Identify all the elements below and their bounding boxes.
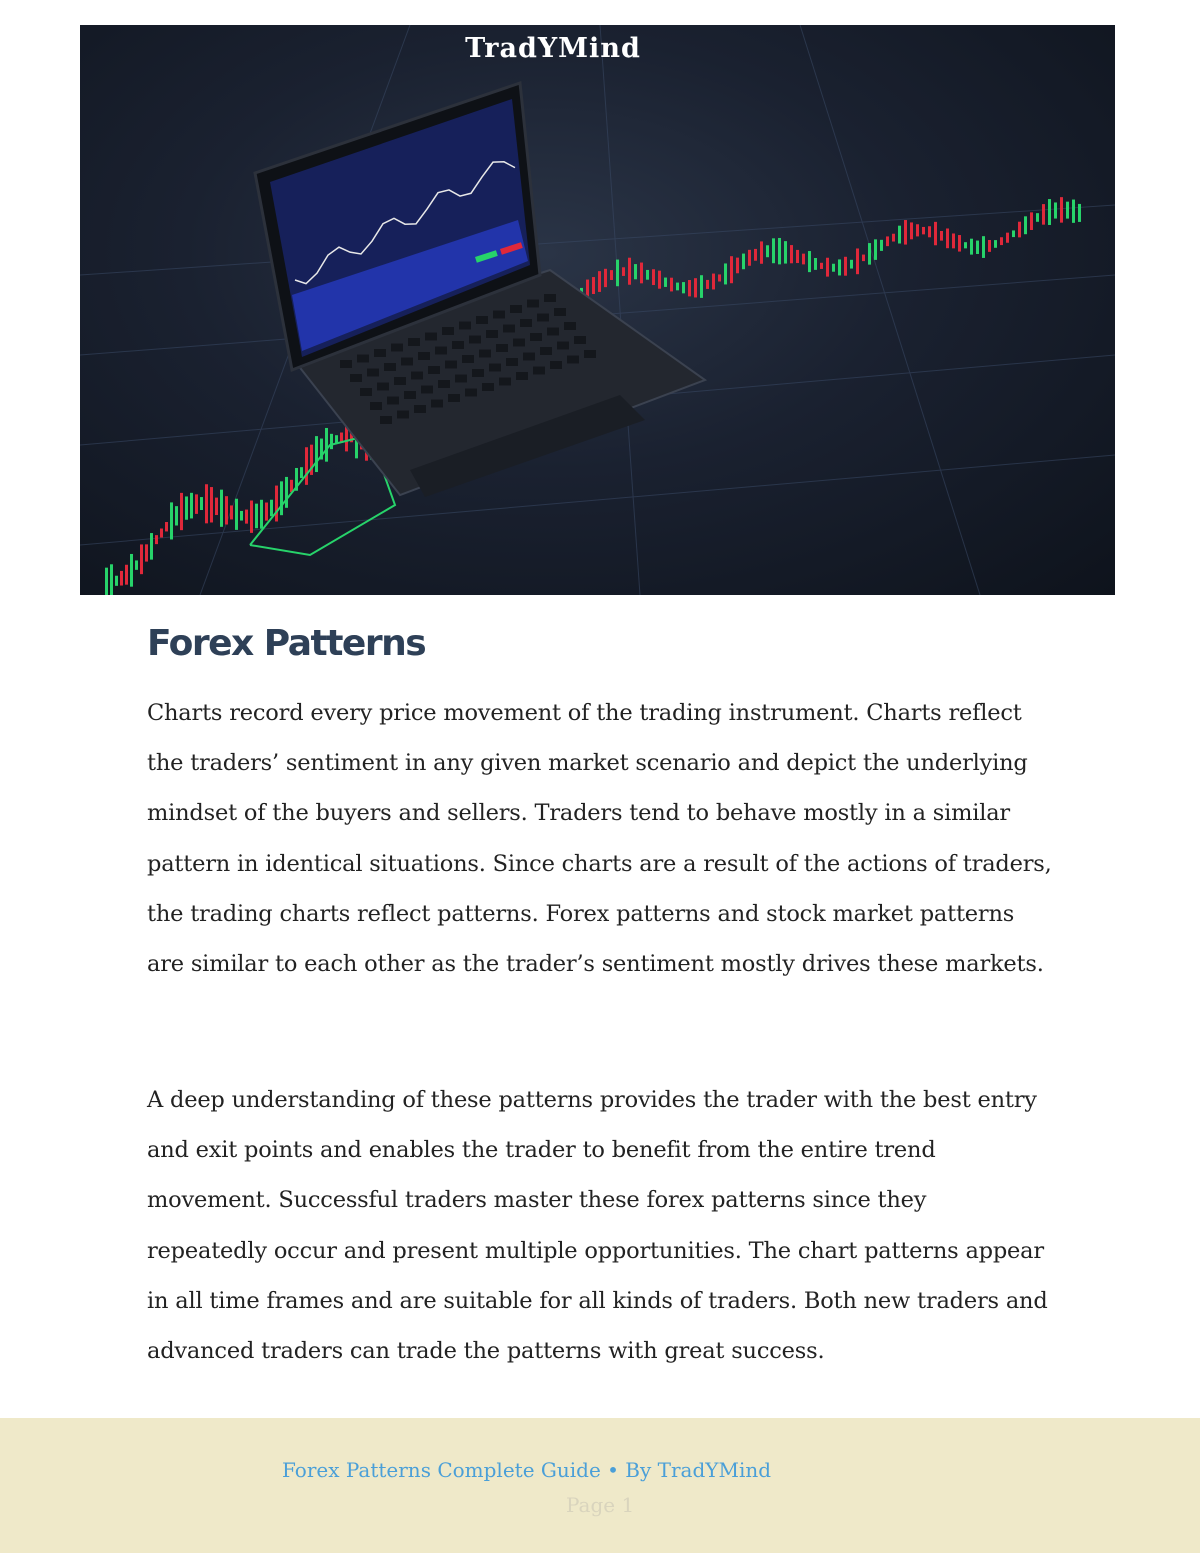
- candle: [205, 484, 208, 523]
- candle: [928, 226, 931, 237]
- candle: [796, 250, 799, 263]
- key: [425, 333, 437, 341]
- candle: [670, 278, 673, 292]
- candle: [790, 245, 793, 263]
- key: [584, 350, 596, 358]
- candle: [802, 254, 805, 265]
- candle: [994, 240, 997, 248]
- candle: [724, 263, 727, 284]
- candle: [946, 228, 949, 248]
- key: [469, 336, 481, 344]
- key: [499, 378, 511, 386]
- key: [567, 356, 579, 364]
- key: [510, 305, 522, 313]
- candle: [772, 238, 775, 263]
- candle: [916, 224, 919, 236]
- candle: [195, 494, 198, 514]
- candle: [988, 240, 991, 252]
- page-number: Page 1: [566, 1493, 635, 1517]
- candle: [1042, 204, 1045, 225]
- candle: [934, 222, 937, 245]
- candle: [766, 245, 769, 257]
- key: [513, 339, 525, 347]
- trading-laptop-illustration: [80, 25, 1115, 595]
- candle: [940, 231, 943, 241]
- candle: [694, 278, 697, 297]
- candle: [748, 250, 751, 266]
- key: [533, 367, 545, 375]
- key: [547, 328, 559, 336]
- candle: [868, 243, 871, 265]
- key: [404, 391, 416, 399]
- hero-image: [80, 25, 1115, 595]
- key: [408, 338, 420, 346]
- candle: [220, 490, 223, 527]
- candle: [922, 227, 925, 234]
- key: [445, 361, 457, 369]
- key: [523, 353, 535, 361]
- key: [574, 336, 586, 344]
- candle: [1060, 197, 1063, 222]
- candle: [808, 251, 811, 272]
- candle: [712, 274, 715, 290]
- candle: [155, 535, 158, 544]
- candle: [280, 481, 283, 515]
- footer-title: Forex Patterns Complete Guide • By TradYMind: [282, 1458, 772, 1482]
- candle: [330, 434, 333, 449]
- key: [438, 380, 450, 388]
- candle: [245, 510, 248, 524]
- candle: [664, 278, 667, 287]
- candle: [814, 258, 817, 270]
- candle: [622, 267, 625, 276]
- candle: [160, 529, 163, 538]
- candle: [874, 239, 877, 260]
- candle: [1054, 202, 1057, 218]
- key: [431, 400, 443, 408]
- candle: [250, 501, 253, 533]
- candle: [982, 236, 985, 258]
- candle: [832, 264, 835, 272]
- candle: [652, 269, 655, 285]
- key: [530, 333, 542, 341]
- paragraph-2: A deep understanding of these patterns provides the trader with the best entry and exit points and enables the trader to benefit from the entire trend movement. Successful traders master these forex patterns since they repeatedly occur and present multiple opportunities. The chart patterns appear in all time frames and are suitable for all kinds of traders. Both new traders and advanced traders can trade the patterns with great success.: [147, 1087, 1048, 1365]
- candle: [850, 260, 853, 269]
- key: [557, 342, 569, 350]
- right-candlestick-band: [550, 197, 1081, 316]
- key: [472, 369, 484, 377]
- candle: [115, 576, 118, 586]
- candle: [270, 500, 273, 517]
- candle: [718, 274, 721, 281]
- candle: [1066, 202, 1069, 219]
- candle: [1078, 204, 1081, 222]
- key: [476, 316, 488, 324]
- candle: [190, 493, 193, 519]
- key: [465, 389, 477, 397]
- key: [564, 322, 576, 330]
- candle: [225, 496, 228, 524]
- key: [414, 405, 426, 413]
- candle: [130, 554, 133, 587]
- candle: [898, 226, 901, 244]
- candle: [958, 235, 961, 252]
- key: [554, 308, 566, 316]
- key: [421, 386, 433, 394]
- candle: [1048, 199, 1051, 225]
- candle: [604, 269, 607, 287]
- candle: [736, 258, 739, 274]
- candle: [910, 222, 913, 239]
- key: [544, 294, 556, 302]
- candle: [305, 447, 308, 485]
- candle: [598, 271, 601, 292]
- candle: [1006, 233, 1009, 243]
- candle: [658, 271, 661, 289]
- candle: [180, 493, 183, 530]
- candle: [730, 256, 733, 283]
- candle: [976, 241, 979, 254]
- candle: [1036, 213, 1039, 222]
- candle: [778, 238, 781, 264]
- candle: [844, 257, 847, 276]
- key: [455, 375, 467, 383]
- key: [411, 372, 423, 380]
- footer: [0, 1418, 1200, 1553]
- candle: [135, 560, 138, 569]
- key: [442, 327, 454, 335]
- candle: [285, 477, 288, 508]
- key: [537, 314, 549, 322]
- key: [516, 372, 528, 380]
- candle: [315, 436, 318, 472]
- key: [397, 411, 409, 419]
- candle: [616, 260, 619, 287]
- key: [435, 347, 447, 355]
- candle: [1072, 200, 1075, 223]
- key: [367, 369, 379, 377]
- candle: [640, 263, 643, 284]
- candle: [235, 499, 238, 530]
- candle: [706, 280, 709, 289]
- candle: [952, 233, 955, 248]
- candle: [700, 275, 703, 298]
- candle: [1030, 212, 1033, 230]
- candle: [646, 270, 649, 280]
- candle: [1024, 216, 1027, 234]
- key: [493, 311, 505, 319]
- candle: [610, 270, 613, 280]
- candle: [892, 234, 895, 242]
- key: [374, 349, 386, 357]
- candle: [255, 504, 258, 529]
- candle: [970, 239, 973, 255]
- candle: [120, 571, 123, 586]
- key: [503, 325, 515, 333]
- candle: [862, 255, 865, 262]
- key: [486, 330, 498, 338]
- candle: [1012, 230, 1015, 237]
- candle: [260, 500, 263, 529]
- key: [448, 394, 460, 402]
- candle: [200, 497, 203, 510]
- candle: [150, 533, 153, 560]
- key: [418, 352, 430, 360]
- key: [350, 374, 362, 382]
- candle: [688, 280, 691, 296]
- candle: [145, 544, 148, 561]
- candle: [175, 506, 178, 525]
- candle: [856, 248, 859, 274]
- key: [387, 397, 399, 405]
- key: [391, 344, 403, 352]
- candle: [300, 467, 303, 478]
- candle: [140, 544, 143, 574]
- candle: [880, 240, 883, 251]
- candle: [826, 258, 829, 277]
- candle: [215, 498, 218, 515]
- key: [462, 355, 474, 363]
- key: [377, 383, 389, 391]
- candle: [838, 259, 841, 275]
- candle: [784, 241, 787, 263]
- candle: [682, 282, 685, 293]
- candle: [275, 486, 278, 522]
- key: [479, 350, 491, 358]
- candle: [1000, 237, 1003, 245]
- key: [540, 347, 552, 355]
- key: [401, 358, 413, 366]
- key: [496, 344, 508, 352]
- candle: [628, 258, 631, 285]
- key: [340, 360, 352, 368]
- key: [360, 388, 372, 396]
- candle: [742, 254, 745, 270]
- candle: [820, 263, 823, 269]
- candle: [676, 283, 679, 291]
- key: [482, 383, 494, 391]
- candle: [634, 264, 637, 279]
- candle: [592, 277, 595, 294]
- page-title: Forex Patterns: [147, 623, 426, 664]
- candle: [170, 502, 173, 539]
- key: [357, 355, 369, 363]
- key: [527, 300, 539, 308]
- key: [459, 322, 471, 330]
- candle: [886, 236, 889, 246]
- candle: [125, 565, 128, 585]
- brand-title: TradYMind: [465, 33, 641, 64]
- candle: [325, 428, 328, 462]
- candle: [760, 241, 763, 263]
- candle: [185, 496, 188, 519]
- candle: [165, 522, 168, 531]
- candle: [904, 220, 907, 245]
- candle: [265, 503, 268, 521]
- key: [394, 377, 406, 385]
- candle: [754, 249, 757, 261]
- candle: [105, 568, 108, 595]
- candle: [230, 505, 233, 519]
- key: [452, 341, 464, 349]
- key: [384, 363, 396, 371]
- paragraph-1: Charts record every price movement of the trading instrument. Charts reflect the traders’ sentiment in any given market scenario and depict the underlying mindset of the buyers and sellers. Traders tend to behave mostly in a similar pattern in identical situations. Since charts are a result of the actions of traders, the trading charts reflect patterns. Forex patterns and stock market patterns are similar to each other as the trader’s sentiment mostly drives these markets.: [147, 700, 1052, 978]
- candle: [335, 435, 338, 443]
- key: [489, 364, 501, 372]
- candle: [240, 511, 243, 521]
- key: [428, 366, 440, 374]
- key: [380, 416, 392, 424]
- key: [520, 319, 532, 327]
- candle: [1018, 222, 1021, 238]
- key: [550, 361, 562, 369]
- candle: [210, 487, 213, 522]
- key: [506, 358, 518, 366]
- key: [370, 402, 382, 410]
- candle: [110, 564, 113, 595]
- candle: [964, 242, 967, 248]
